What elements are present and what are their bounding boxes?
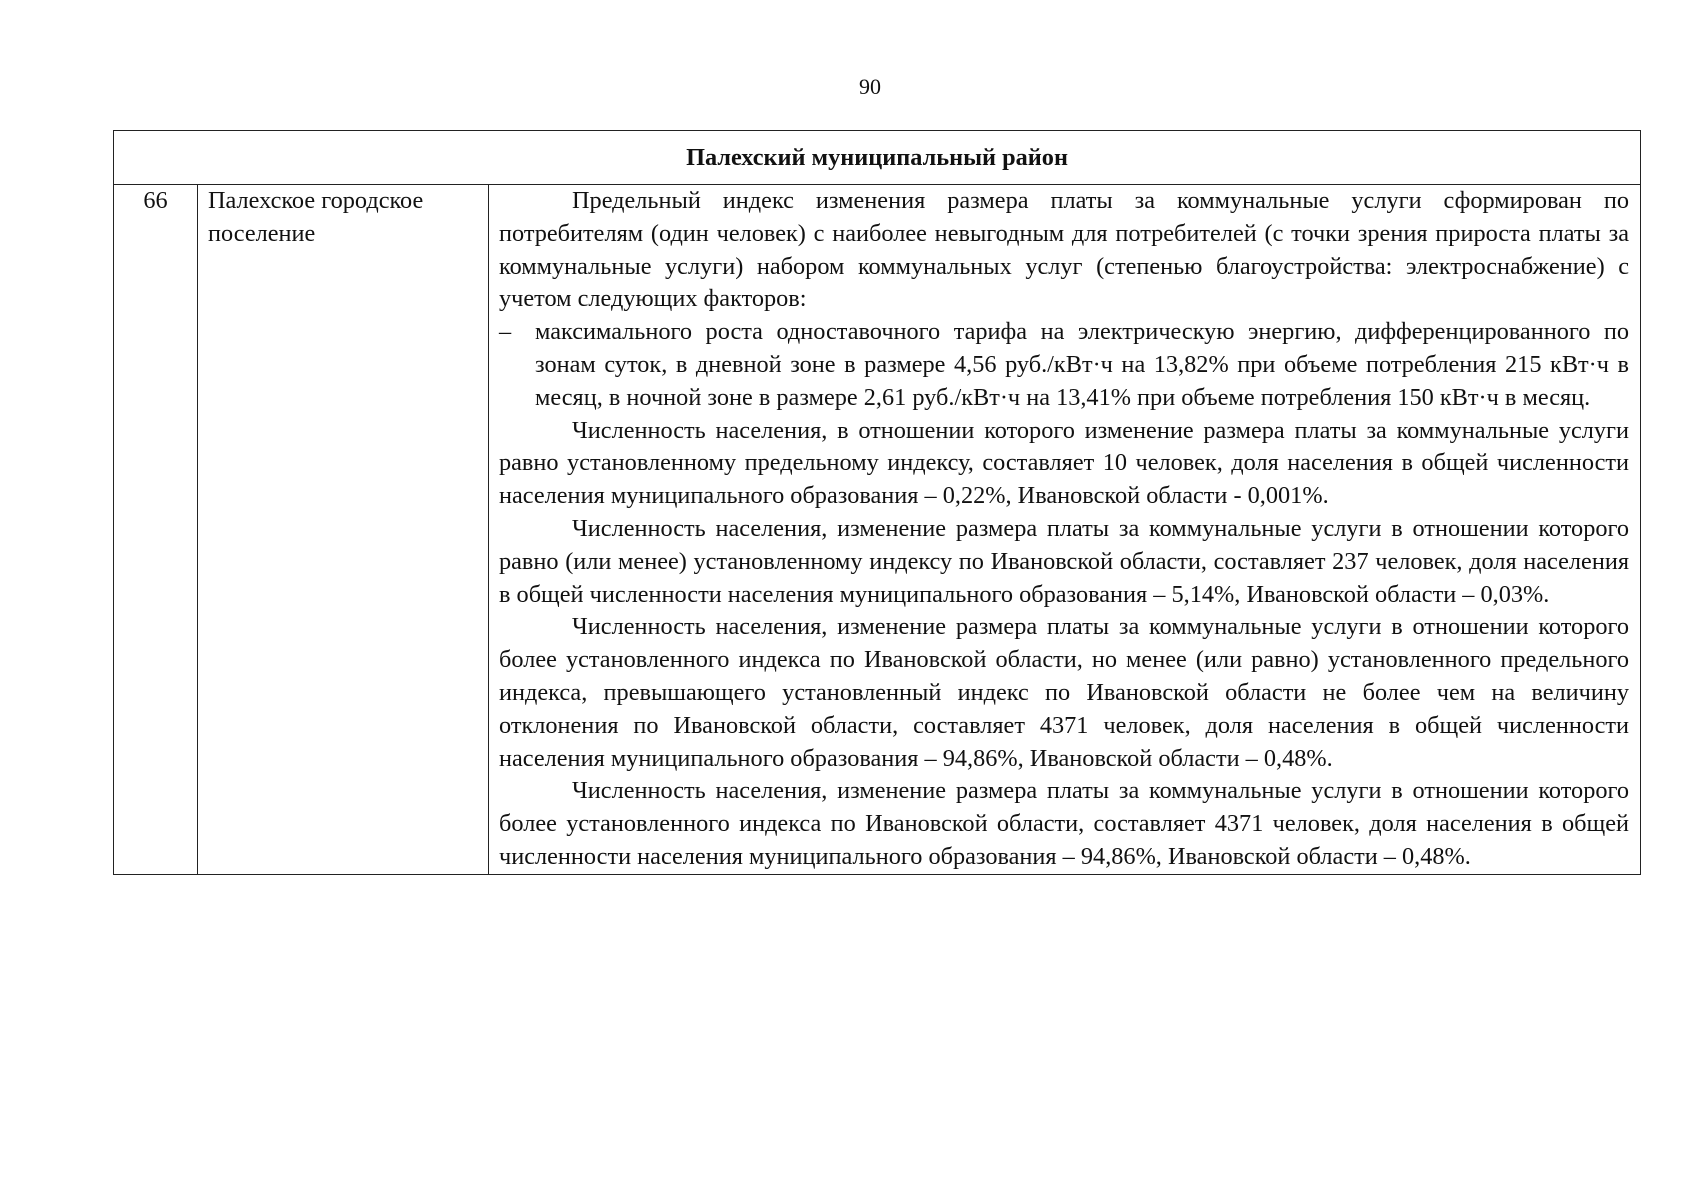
row-number: 66 [114,185,198,875]
paragraph-4: Численность населения, изменение размера платы за коммунальные услуги в отношении которого более установленного индекса по Ивановской области, составляет 4371 человек, доля населения в общей численности населения муниципального образования – 94,86%, Ивановской области – 0,48%. [499,777,1630,870]
table-header-row [114,131,1641,185]
page-number: 90 [859,74,881,99]
municipal-table [113,130,1641,875]
settlement-name: Палехское городское поселение [198,185,489,875]
paragraph-2: Численность населения, изменение размера платы за коммунальные услуги в отношении которого равно (или менее) установленному индексу по Ивановской области, составляет 237 человек, доля населения в общей численности населения муниципального образования – 5,14%, Ивановской области – 0,03%. [499,514,1630,608]
paragraph-1: Численность населения, в отношении которого изменение размера платы за коммунальные услуги равно установленному предельному индексу, составляет 10 человек, доля населения в общей численности населения муниципального образования – 0,22%, Ивановской области - 0,001%. [499,416,1630,510]
district-header: Палехский муниципальный район [114,131,1641,185]
bullet-dash: – [499,318,512,346]
description-cell [489,185,1641,875]
intro-paragraph: Предельный индекс изменения размера платы за коммунальные услуги сформирован по потребителям (один человек) с наиболее невыгодным для потребителей (с точки зрения прироста платы за коммунальные услуги) набором коммунальных услуг (степенью благоустройства: электроснабжение) с учетом следующих факторов: [499,187,1630,313]
paragraph-3: Численность населения, изменение размера платы за коммунальные услуги в отношении которого более установленного индекса по Ивановской области, но менее (или равно) установленного предельного индекса, превышающего установленный индекс по Ивановской области не более чем на величину отклонения по Ивановской области, составляет 4371 человек, доля населения в общей численности населения муниципального образования – 94,86%, Ивановской области – 0,48%. [499,613,1630,772]
bullet-text: максимального роста одноставочного тарифа на электрическую энергию, дифференцированного по зонам суток, в дневной зоне в размере 4,56 руб./кВт·ч на 13,82% при объеме потребления 215 кВт·ч в месяц, в ночной зоне в размере 2,61 руб./кВт·ч на 13,41% при объеме потребления 150 кВт·ч в месяц. [535,318,1630,411]
table-row [114,185,1641,875]
bullet-item [499,316,1629,414]
